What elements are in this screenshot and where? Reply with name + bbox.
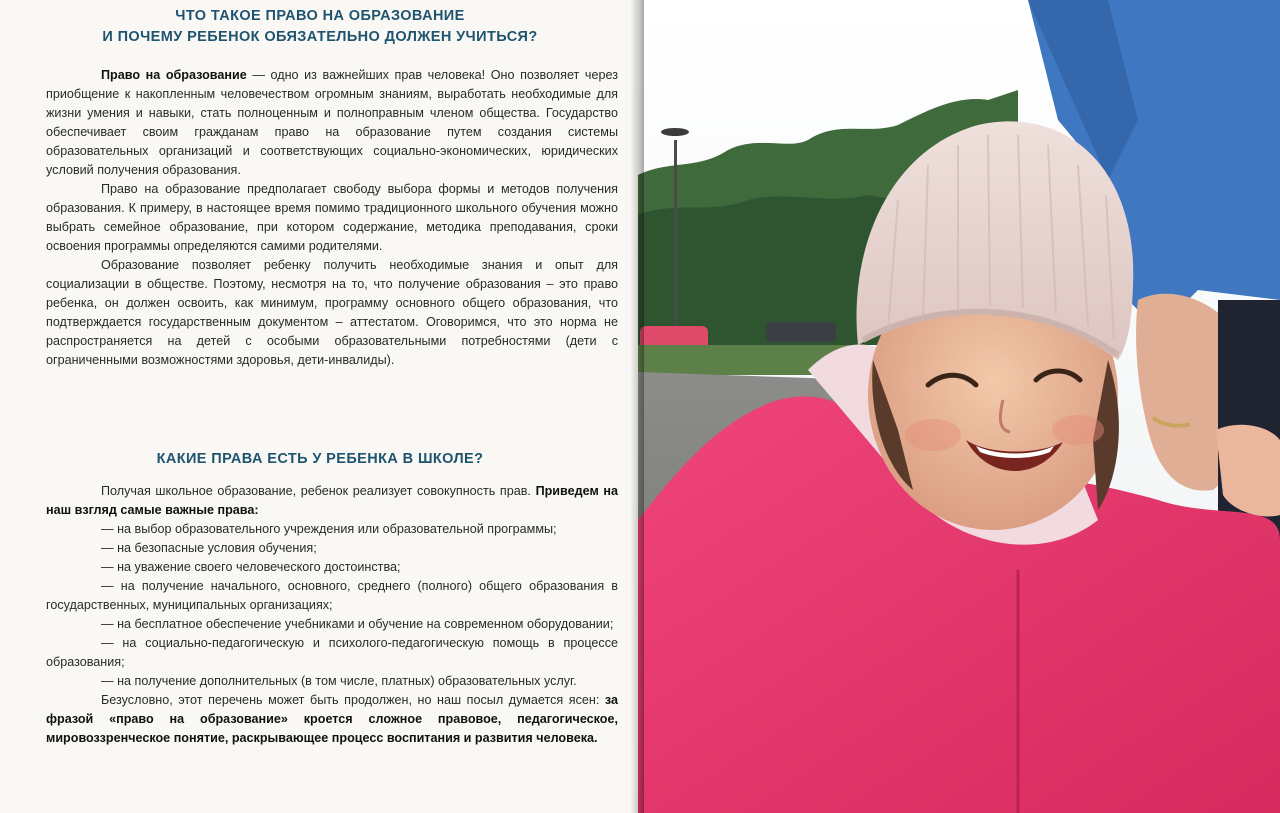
smiling-girl-photo-icon bbox=[638, 0, 1280, 813]
list-item: — на социально-педагогическую и психолого-педагогическую помощь в процессе образования; bbox=[46, 636, 618, 669]
list-item: — на безопасные условия обучения; bbox=[101, 541, 317, 555]
list-item: — на получение начального, основного, среднего (полного) общего образования в государственных, муниципальных организациях; bbox=[46, 579, 618, 612]
paragraph-4 bbox=[46, 482, 618, 520]
paragraph-4-text: Получая школьное образование, ребенок реализует совокупность прав. bbox=[101, 484, 531, 498]
paragraph-5-bold: за фразой «право на образование» кроется сложное правовое, педагогическое, мировоззренческое понятие, раскрывающее процесс воспитания и развития человека. bbox=[46, 693, 618, 745]
intro-text-block bbox=[46, 66, 618, 370]
paragraph-5 bbox=[46, 691, 618, 748]
heading-1-line-1: ЧТО ТАКОЕ ПРАВО НА ОБРАЗОВАНИЕ bbox=[175, 8, 465, 24]
list-item: — на выбор образовательного учреждения или образовательной программы; bbox=[101, 522, 557, 536]
list-item: — на бесплатное обеспечение учебниками и обучение на современном оборудовании; bbox=[101, 617, 614, 631]
rights-text-block bbox=[46, 482, 618, 748]
paragraph-1-text: — одно из важнейших прав человека! Оно позволяет через приобщение к накопленным человечеством огромным знаниям, выработать необходимые для жизни умения и навыки, стать полноценным и полноправным членом общества. Государство обеспечивает своим гражданам право на образование путем создания системы образовательных организаций и соответствующих социально-экономических, юридических условий получения образования. bbox=[46, 68, 618, 177]
section-heading-2: КАКИЕ ПРАВА ЕСТЬ У РЕБЕНКА В ШКОЛЕ? bbox=[156, 451, 484, 467]
paragraph-3: Образование позволяет ребенку получить необходимые знания и опыт для социализации в обществе. Поэтому, несмотря на то, что получение образования – это право ребенка, он должен освоить, как минимум, программу основного общего образования, что подтверждается государственным документом – аттестатом. Оговоримся, что это норма не распространяется на детей с особыми образовательными потребностями (дети с ограниченными возможностями здоровья, дети-инвалиды). bbox=[46, 258, 618, 367]
section-heading-1 bbox=[0, 6, 640, 48]
paragraph-2: Право на образование предполагает свободу выбора формы и методов получения образования. К примеру, в настоящее время помимо традиционного школьного обучения можно выбрать семейное образование, при котором содержание, методика преподавания, сроки освоения программы определяются самими родителями. bbox=[46, 182, 618, 253]
paragraph-5-text: Безусловно, этот перечень может быть продолжен, но наш посыл думается ясен: bbox=[101, 693, 605, 707]
right-page-photo bbox=[638, 0, 1280, 813]
paragraph-1-bold: Право на образование bbox=[101, 68, 247, 82]
paragraph-1 bbox=[46, 66, 618, 180]
list-item: — на уважение своего человеческого достоинства; bbox=[101, 560, 401, 574]
heading-1-line-2: И ПОЧЕМУ РЕБЕНОК ОБЯЗАТЕЛЬНО ДОЛЖЕН УЧИТЬСЯ? bbox=[102, 29, 538, 45]
paragraph-4-bold: Приведем на наш взгляд самые важные права: bbox=[46, 484, 619, 517]
list-item: — на получение дополнительных (в том числе, платных) образовательных услуг. bbox=[101, 674, 577, 688]
page-gutter bbox=[630, 0, 644, 813]
